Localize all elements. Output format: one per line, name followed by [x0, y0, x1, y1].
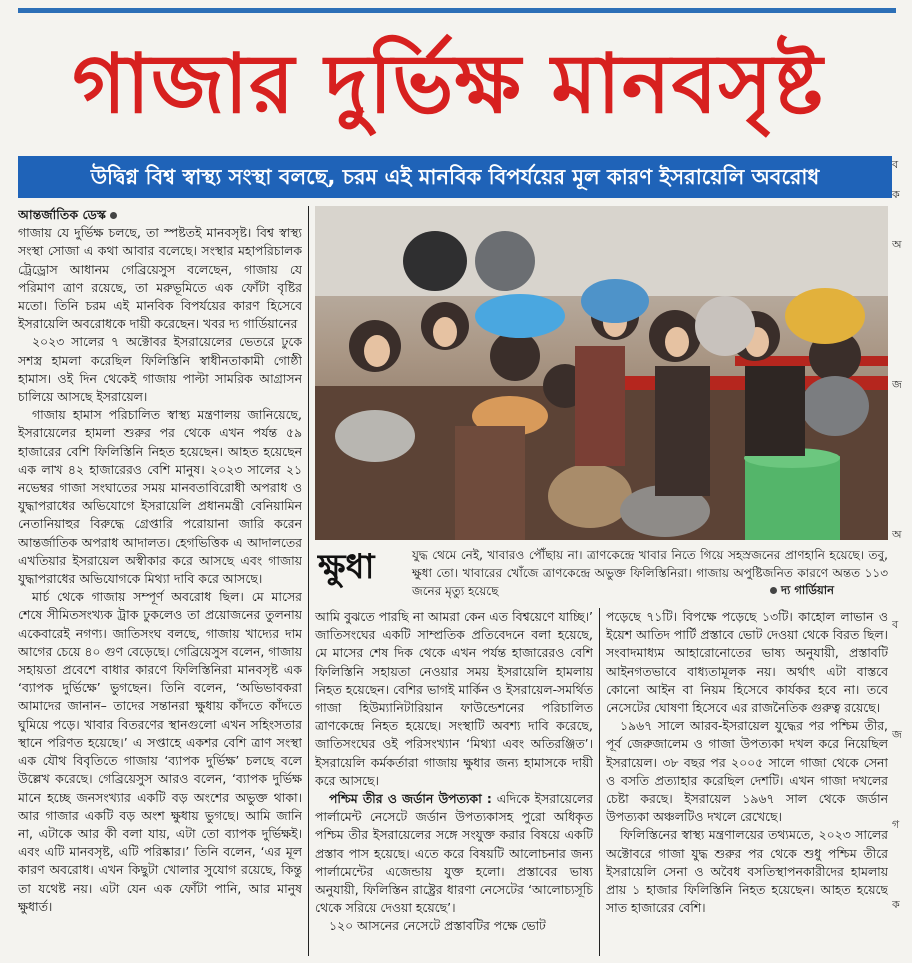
edge-letter: ক — [892, 188, 900, 201]
column-divider — [599, 608, 600, 956]
headline: গাজার দুর্ভিক্ষ মানবসৃষ্ট — [72, 37, 824, 132]
edge-letter: জ — [892, 728, 902, 741]
edge-letter: গ — [892, 818, 900, 831]
subhead-banner: উদ্বিগ্ন বিশ্ব স্বাস্থ্য সংস্থা বলছে, চরম এই মানবিক বিপর্যয়ের মূল কারণ ইসরায়েলি অবরোধ — [18, 156, 892, 198]
bullet-icon — [110, 212, 117, 219]
article-column-1 — [18, 206, 302, 958]
paragraph: আমি বুঝতে পারছি না আমরা কেন এত বিশ্বয়েণে যাচ্ছি।’ জাতিসংঘের একটি সাম্প্রতিক প্রতিবেদনে বলা হয়েছে, মে মাসের শেষ দিক থেকে এখন পর্যন্ত হাজারেরও বেশি ফিলিস্তিনি সহায়তা নেওয়ার সময় ইসরায়েলি হামলায় নিহত হয়েছেন। বেশির ভাগই মার্কিন ও ইসরায়েল-সমর্থিত গাজা হিউম্যানিটারিয়ান ফাউন্ডেশনের পরিচালিত ত্রাণকেন্দ্রে নিহত হয়েছে। সংস্থাটি অবশ্য দাবি করেছে, জাতিসংঘের ওই পরিসংখ্যান ‘মিথ্যা এবং অতিরঞ্জিত’। ইসরায়েলি কর্মকর্তারা গাজায় ক্ষুধার জন্য হামাসকে দায়ী করে আসছে। — [315, 609, 593, 788]
paragraph: ২০২৩ সালের ৭ অক্টোবর ইসরায়েলের ভেতরে ঢুকে সশস্ত্র হামলা করেছিল ফিলিস্তিনি স্বাধীনতাকামী গোষ্ঠী হামাস। ওই দিন থেকেই গাজায় পাল্টা সামরিক আগ্রাসন চালিয়ে আসছে ইসরায়েল। — [18, 334, 302, 405]
section-subheading: পশ্চিম তীর ও জর্ডান উপত্যকা : — [329, 791, 492, 807]
edge-letter: অ — [892, 238, 902, 251]
caption-keyword: ক্ষুধা — [318, 547, 375, 587]
photo-credit: দ্য গার্ডিয়ান — [770, 582, 834, 601]
article-column-2 — [315, 608, 593, 958]
edge-letter: ক — [892, 898, 900, 911]
top-rule — [18, 8, 896, 13]
adjacent-column-edge — [892, 40, 912, 963]
photo-caption: যুদ্ধ থেমে নেই, খাবারও পৌঁছায় না। ত্রাণকেন্দ্রে খাবার নিতে গিয়ে সহস্রজনের প্রাণহানি হয়েছে। তবু, ক্ষুধা তো। খাবারের খোঁজে ত্রাণকেন্দ্রে অভুক্ত ফিলিস্তিনিরা। গাজায় অপুষ্টিজনিত কারণে অন্তত ১১৩ জনের মৃত্যু হয়েছে — [412, 548, 888, 598]
news-photo — [315, 206, 888, 540]
paragraph: পড়েছে ৭১টি। বিপক্ষে পড়েছে ১৩টি। কাহোল লাভান ও ইয়েশ আতিদ পার্টি প্রস্তাবে ভোট দেওয়া থেকে বিরত ছিল। সংবাদমাধ্যম আহারোনোতের ভাষ্য অনুযায়ী, প্রস্তাবটি আইনগতভাবে বাধ্যতামূলক নয়। অর্থাৎ এটা বাস্তবে কোনো আইন বা নিয়ম হিসেবে কার্যকর হবে না। তবে নেসেটের ঘোষণা হিসেবে এর রাজনৈতিক গুরুত্ব রয়েছে। — [606, 609, 888, 716]
paragraph: গাজায় যে দুর্ভিক্ষ চলছে, তা স্পষ্টতই মানবসৃষ্ট। বিশ্ব স্বাস্থ্য সংস্থা সোজা এ কথা আবার বলেছে। সংস্থার মহাপরিচালক ট্রেড্রোস আধানম গেব্রিয়েসুস বলেছেন, গাজায় যে পরিমাণ ত্রাণ রয়েছে, তা মরুভূমিতে এক ফোঁটা বৃষ্টির মতো। তিনি চরম এই মানবিক বিপর্যয়ের কারণ হিসেবে ইসরায়েলি অবরোধকে দায়ী করেছেন। খবর দ্য গার্ডিয়ানের — [18, 225, 302, 332]
article-column-3 — [606, 608, 888, 958]
edge-letter: ব — [892, 158, 899, 171]
paragraph: ফিলিস্তিনের স্বাস্থ্য মন্ত্রণালয়ের তথ্যমতে, ২০২৩ সালের অক্টোবরে গাজা যুদ্ধ শুরুর পর থেকে শুধু পশ্চিম তীরে ইসরায়েলি সেনা ও অবৈধ বসতিস্থাপনকারীদের হামলায় প্রায় ১ হাজার ফিলিস্তিনি নিহত হয়েছেন। আহত হয়েছে সাত হাজারের বেশি। — [606, 827, 888, 916]
paragraph: গাজায় হামাস পরিচালিত স্বাস্থ্য মন্ত্রণালয় জানিয়েছে, ইসরায়েলের হামলা শুরুর পর থেকে এখন পর্যন্ত ৫৯ হাজারের বেশি ফিলিস্তিনি নিহত হয়েছেন। আহত হয়েছেন এক লাখ ৪২ হাজারেরও বেশি মানুষ। ২০২৩ সালের ২১ নভেম্বর গাজা সংঘাতের সময় মানবতাবিরোধী অপরাধ ও যুদ্ধাপরাধের অভিযোগে ইসরায়েলি প্রধানমন্ত্রী বেনিয়ামিন নেতানিয়াহুর বিরুদ্ধে গ্রেপ্তারি পরোয়ানা জারি করেন আন্তর্জাতিক অপরাধ আদালত। হেগভিত্তিক এ আদালতের এখতিয়ার ইসরায়েল অস্বীকার করে আসছে এবং গাজায় যুদ্ধাপরাধের অভিযোগকে মিথ্যা দাবি করে আসছে। — [18, 407, 302, 587]
paragraph: ১২০ আসনের নেসেটে প্রস্তাবটির পক্ষে ভোট — [329, 918, 546, 934]
paragraph: মার্চ থেকে গাজায় সম্পূর্ণ অবরোধ ছিল। মে মাসের শেষে সীমিতসংখ্যক ট্রাক ঢুকলেও তা প্রয়োজনের তুলনায় একেবারেই নগণ্য। জাতিসংঘ বলছে, গাজায় খাদ্যের দাম আগের চেয়ে ৪০ গুণ বেড়েছে। গেব্রিয়েসুস বলেন, গাজায় সহায়তা প্রবেশে বাধার কারণে ফিলিস্তিনিরা মানবসৃষ্ট এক ‘ব্যাপক দুর্ভিক্ষে’ ভুগছেন। তিনি বলেন, ‘অভিভাবকরা আমাদের জানান– তাদের সন্তানরা ক্ষুধায় কাঁদতে কাঁদতে ঘুমিয়ে পড়ে। খাবার বিতরণের স্থানগুলো এখন সহিংসতার স্থানে পরিণত হয়েছে।’ এ সপ্তাহে একশর বেশি ত্রাণ সংস্থা এক যৌথ বিবৃতিতে গাজায় ‘ব্যাপক দুর্ভিক্ষ’ চলছে বলে উল্লেখ করেছে। গেব্রিয়েসুস আরও বলেন, ‘ব্যাপক দুর্ভিক্ষ মানে হচ্ছে জনসংখ্যার একটি বড় অংশের অভুক্ত থাকা। আর গাজার একটি বড় অংশ ক্ষুধায় ভুগছে। আমি জানি না, এটাকে আর কী বলা যায়, এটা তো ব্যাপক দুর্ভিক্ষই। এবং এটি মানবসৃষ্ট, এটি পরিষ্কার।’ তিনি বলেন, ‘এর মূল কারণ অবরোধ। এখন কিছুটা খোলার সুযোগ রয়েছে, কিন্তু তা যথেষ্ট নয়। এটা যেন এক ফোঁটা পানি, আর মানুষ ক্ষুধার্ত। — [18, 589, 302, 914]
paragraph: পশ্চিম তীর ও জর্ডান উপত্যকা : এদিকে ইসরায়েলের পার্লামেন্ট নেসেটে জর্ডান উপত্যকাসহ পুরো অধিকৃত পশ্চিম তীর ইসরায়েলের সঙ্গে সংযুক্ত করার বিষয়ে একটি প্রস্তাব পাস হয়েছে। এতে করে বিষয়টি আলোচনার জন্য পার্লামেন্টের এজেন্ডায় যুক্ত হলো। প্রস্তাবের ভাষ্য অনুযায়ী, ফিলিস্তিন রাষ্ট্রের ধারণা নেসেটের ‘আলোচ্যসূচি থেকে সরিয়ে দেওয়া হয়েছে’। — [315, 791, 593, 916]
desk-label: আন্তর্জাতিক ডেস্ক — [18, 206, 302, 224]
crowd-photo-illustration — [315, 206, 888, 540]
column-divider — [308, 206, 309, 956]
edge-letter: অ — [892, 528, 902, 541]
paragraph: ১৯৬৭ সালে আরব-ইসরায়েল যুদ্ধের পর পশ্চিম তীর, পূর্ব জেরুজালেম ও গাজা উপত্যকা দখল করে নিয়েছিল ইসরায়েল। ৩৮ বছর পর ২০০৫ সালে গাজা থেকে সেনা ও বসতি প্রত্যাহার করেছিল দেশটি। এখন গাজা দখলের চেষ্টা করছে। ইসরায়েল ১৯৬৭ সাল থেকে জর্ডান উপত্যকা অঞ্চলটিও দখলে রেখেছে। — [606, 718, 888, 825]
edge-letter: জ — [892, 378, 902, 391]
bullet-icon — [770, 587, 777, 594]
edge-letter: ব — [892, 618, 899, 631]
